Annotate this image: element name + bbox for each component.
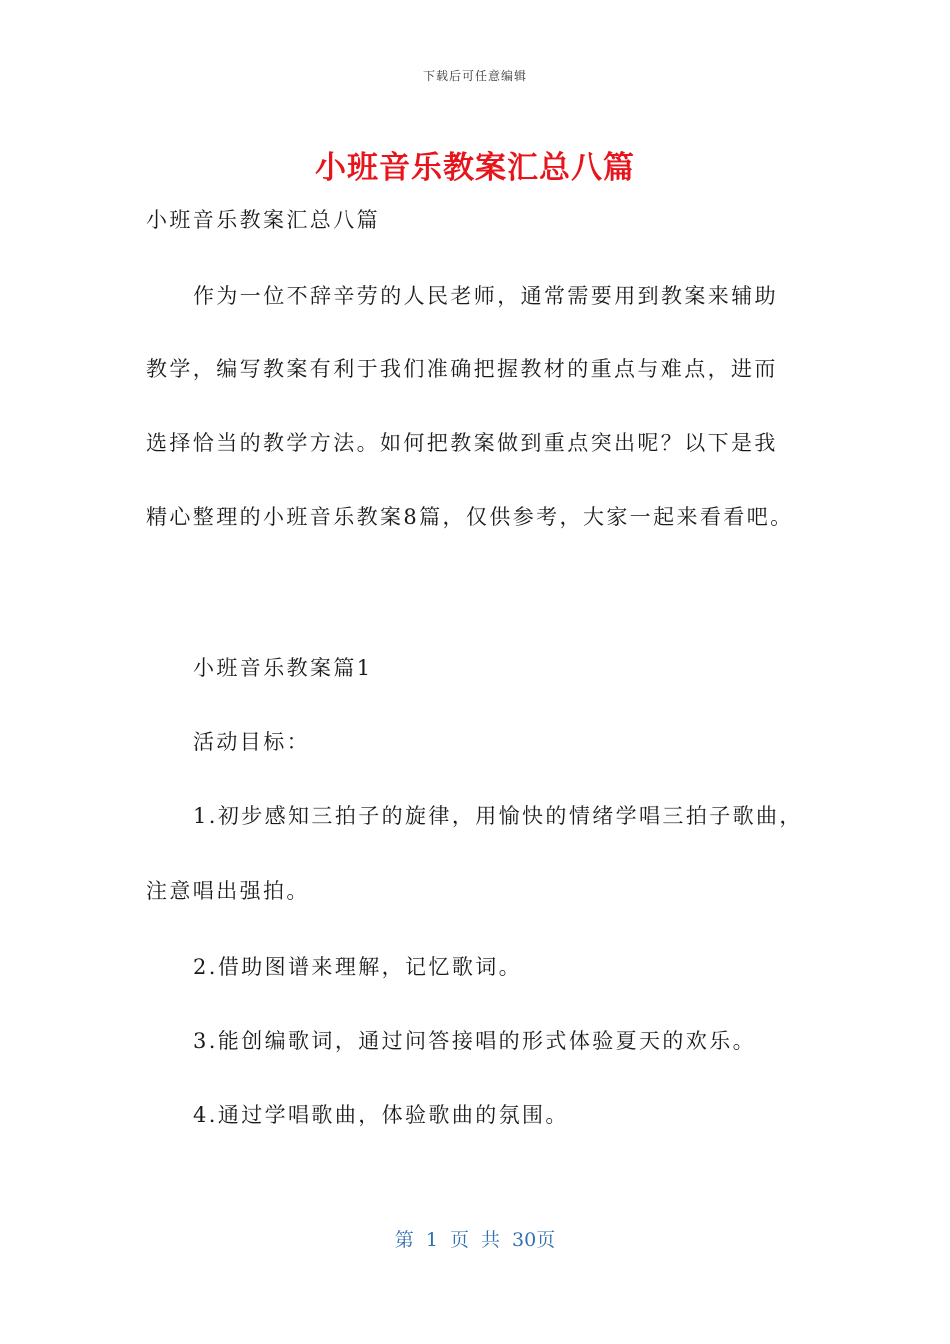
document-title: 小班音乐教案汇总八篇 — [315, 150, 635, 186]
header-note: 下载后可任意编辑 — [422, 69, 527, 83]
intro-paragraph-line: 教学，编写教案有利于我们准确把握教材的重点与难点，进而 — [146, 357, 778, 381]
intro-paragraph-line: 精心整理的小班音乐教案8篇，仅供参考，大家一起来看看吧。 — [146, 505, 794, 529]
goal-item: 1.初步感知三拍子的旋律，用愉快的情绪学唱三拍子歌曲， — [193, 804, 803, 828]
goal-item: 2.借助图谱来理解，记忆歌词。 — [193, 955, 523, 979]
goals-label: 活动目标： — [193, 730, 310, 754]
goal-item: 4.通过学唱歌曲，体验歌曲的氛围。 — [193, 1103, 569, 1127]
document-subtitle: 小班音乐教案汇总八篇 — [146, 208, 380, 232]
page-footer: 第 1 页 共 30页 — [394, 1229, 556, 1251]
intro-paragraph-line: 作为一位不辞辛劳的人民老师，通常需要用到教案来辅助 — [193, 284, 778, 308]
goal-item: 3.能创编歌词，通过问答接唱的形式体验夏天的欢乐。 — [193, 1029, 757, 1053]
goal-item-continuation: 注意唱出强拍。 — [146, 879, 310, 903]
section-heading: 小班音乐教案篇1 — [193, 656, 373, 680]
intro-paragraph-line: 选择恰当的教学方法。如何把教案做到重点突出呢？以下是我 — [146, 431, 778, 455]
